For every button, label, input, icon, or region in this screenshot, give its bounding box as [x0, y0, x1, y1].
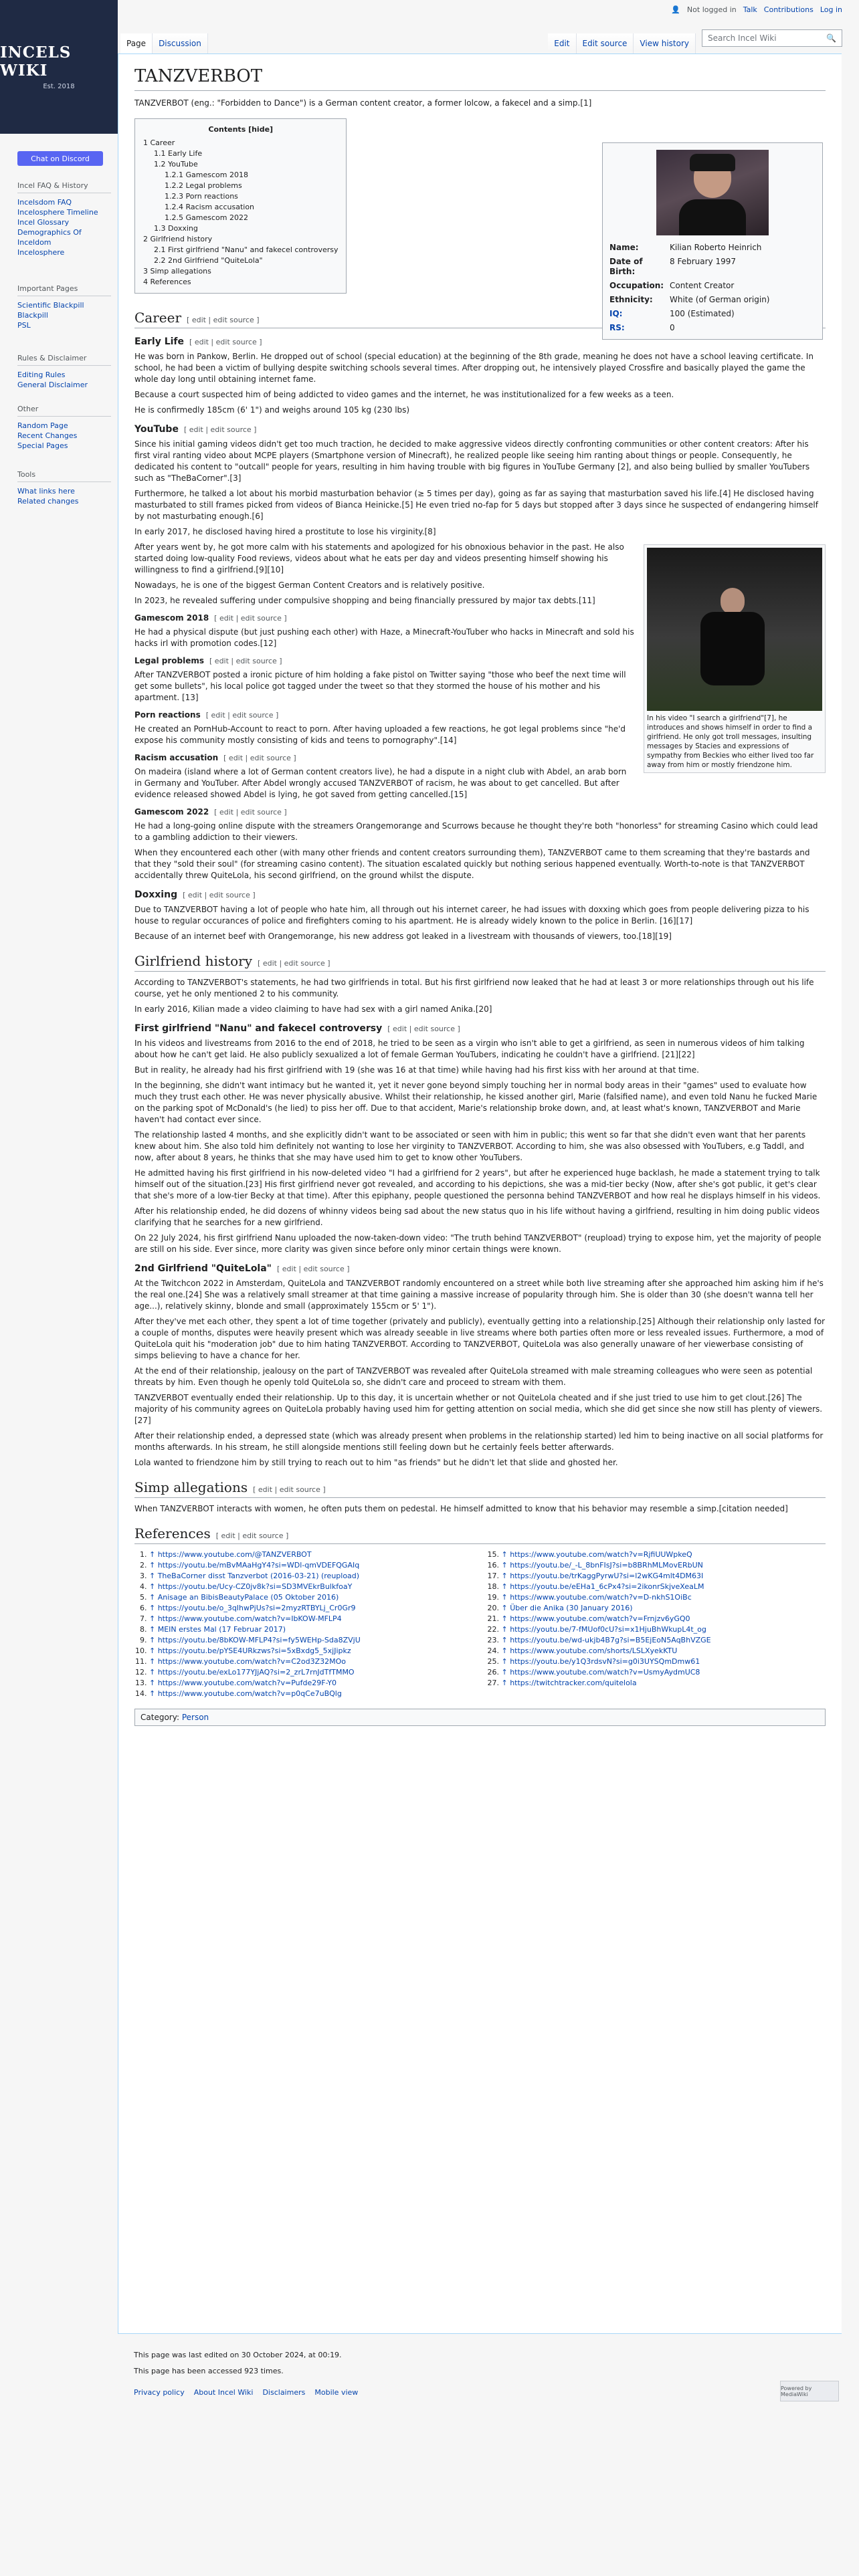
personal-tools: [671, 5, 842, 14]
infobox-row: RS: 0: [609, 323, 675, 332]
paragraph: After TANZVERBOT posted a ironic picture of him holding a fake pistol on Twitter saying "those who beef the next time will get some bullets", his local police got tagged under the tweet so that they stormed the house of his mother and his apartment. [13]: [134, 670, 626, 702]
section-heading-legal: Legal problems [ edit | edit source ]: [134, 656, 282, 665]
sidebar-item-random-page[interactable]: Random Page: [17, 421, 68, 430]
paragraph: He admitted having his first girlfriend in his now-deleted video "I had a girlfriend for 2 years", but after he experienced huge backlash, he made a statement trying to talk himself out of the situation.[23] His first girlfriend never got revealed, and according to his depictions, she was a mid-tier becky (Now, after she's got public, it get's clear that she's more of a low-tier Becky at that time). After this epiphany, people questioned the personna behind TANZVERBOT and how real he displays himself in his videos.: [134, 1168, 821, 1200]
sidebar-item-incelsdom-faq[interactable]: Incelsdom FAQ: [17, 198, 72, 207]
edit-section-link[interactable]: [ edit | edit source ]: [183, 425, 257, 434]
sidebar-item-incelosphere[interactable]: Incelosphere: [17, 248, 65, 257]
view-tabs: [548, 33, 696, 53]
section-heading-gamescom-2022: Gamescom 2022 [ edit | edit source ]: [134, 807, 287, 817]
portal-faq: [17, 181, 111, 257]
section-heading-quitelola: 2nd Girlfriend "QuiteLola" [ edit | edit source ]: [134, 1263, 350, 1274]
paragraph: At the Twitchcon 2022 in Amsterdam, QuiteLola and TANZVERBOT randomly encountered on a street while both live streaming after she approached him asking him if he's the real one.[24] She was a relatively small streamer at that time gaining a massive increase of popularity through him. She is older than 30 (she doesn't wanna tell her age...), relatively skinny, blonde and small (approximately 155cm or 5' 1").: [134, 1279, 824, 1311]
footer-accessed: This page has been accessed 923 times.: [134, 2367, 284, 2375]
sidebar-item-timeline[interactable]: Incelosphere Timeline: [17, 208, 98, 217]
section-heading-youtube: YouTube [ edit | edit source ]: [134, 424, 257, 435]
reference-item[interactable]: 27. ↑ https://twitchtracker.com/quitelola: [502, 1678, 826, 1689]
portal-heading: Incel FAQ & History: [17, 181, 111, 193]
sidebar-item-blackpill[interactable]: Blackpill: [17, 311, 48, 320]
section-heading-early-life: Early Life [ edit | edit source ]: [134, 336, 262, 347]
infobox-row: Name: Kilian Roberto Heinrich: [609, 243, 762, 252]
edit-section-link[interactable]: [ edit | edit source ]: [215, 1531, 289, 1540]
portal-other: [17, 404, 111, 451]
paragraph: After their relationship ended, a depressed state (which was already present when problems in the relationship started) led him to being inactive on all social platforms for months afterwards. In his stream, he still alongside mentions still feeling down but he certainly feels better afterwards.: [134, 1431, 824, 1452]
paragraph: Nowadays, he is one of the biggest German Content Creators and is relatively positive.: [134, 580, 485, 590]
reference-item[interactable]: 14. ↑ https://www.youtube.com/watch?v=p0qCe7uBQlg: [149, 1689, 474, 1699]
paragraph: In early 2017, he disclosed having hired a prostitute to lose his virginity.[8]: [134, 527, 436, 536]
sidebar-item-recent-changes[interactable]: Recent Changes: [17, 431, 78, 440]
section-heading-career: Career [ edit | edit source ]: [134, 310, 826, 328]
paragraph: Due to TANZVERBOT having a lot of people who hate him, all through out his internet career, he had issues with doxxing which goes from people delivering pizza to his house to regular occurances of police and firefighters coming to his apartment. He is already widely known to the police in Berlin. [16][17]: [134, 905, 809, 926]
paragraph: He had a physical dispute (but just pushing each other) with Haze, a Minecraft-YouTuber who hacks in Minecraft and sold his hacks irl with promotion codes.[12]: [134, 627, 634, 648]
sidebar-item-special-pages[interactable]: Special Pages: [17, 441, 68, 450]
login-link[interactable]: Log in: [820, 5, 842, 14]
reference-item[interactable]: 4. ↑ https://youtu.be/Ucy-CZ0jv8k?si=SD3MVEkrBulkfoaY: [149, 1582, 474, 1592]
paragraph: Lola wanted to friendzone him by still trying to reach out to him "as friends" but he didn't let that slide and ghosted her.: [134, 1458, 618, 1467]
reference-item[interactable]: 7. ↑ https://www.youtube.com/watch?v=IbKOW-MFLP4: [149, 1614, 474, 1624]
edit-section-link[interactable]: [ edit | edit source ]: [183, 891, 256, 899]
paragraph: In 2023, he revealed suffering under compulsive shopping and being financially pressured by major tax debts.[11]: [134, 596, 595, 605]
namespace-tabs: [120, 33, 208, 53]
references-list: [134, 1549, 826, 1699]
paragraph: At the end of their relationship, jealousy on the part of TANZVERBOT was revealed after QuiteLola streamed with male streaming colleagues who were seen as potential threats by him. Even though he openly told QuiteLola so, she didn't care and proceed to stream with them.: [134, 1366, 813, 1387]
references-column-left: [149, 1549, 474, 1699]
toc-item[interactable]: 4 References: [143, 278, 191, 286]
search-icon[interactable]: 🔍: [826, 33, 836, 43]
category-label: Category:: [140, 1713, 179, 1722]
toc-item[interactable]: 1.2.5 Gamescom 2022: [165, 213, 248, 222]
privacy-link[interactable]: Privacy policy: [134, 2388, 185, 2397]
sidebar-item-what-links-here[interactable]: What links here: [17, 487, 75, 496]
sidebar-item-editing-rules[interactable]: Editing Rules: [17, 370, 66, 379]
section-heading-racism: Racism accusation [ edit | edit source ]: [134, 753, 296, 762]
toc-item[interactable]: 1.2.3 Porn reactions: [165, 192, 238, 201]
table-of-contents: [134, 118, 347, 294]
paragraph: When TANZVERBOT interacts with women, he often puts them on pedestal. He himself admitted to know that his behavior may resemble a simp.[citation needed]: [134, 1504, 788, 1513]
toc-item[interactable]: 1.3 Doxxing: [154, 224, 198, 233]
toc-item[interactable]: 1.1 Early Life: [154, 149, 203, 158]
reference-item[interactable]: 8. ↑ MEIN erstes Mal (17 Februar 2017): [149, 1624, 474, 1635]
user-icon: 👤: [671, 5, 680, 14]
left-sidebar: [0, 0, 118, 2576]
edit-section-link[interactable]: [ edit | edit source ]: [387, 1025, 460, 1033]
paragraph: Furthermore, he talked a lot about his morbid masturbation behavior (≥ 5 times per day), going as far as saying that masturbation saved his life.[4] He disclosed having masturbated to still frames picked from videos of Bianca Heinicke.[5] He even tried no-fap for 5 days but stopped after 3 days since he suspected of endangering himself by not masturbating enough.[6]: [134, 489, 818, 521]
footer-last-edited: This page was last edited on 30 October 2024, at 00:19.: [134, 2351, 342, 2359]
toc-item[interactable]: 1.2.1 Gamescom 2018: [165, 171, 248, 179]
portal-heading: Other: [17, 404, 111, 417]
section-heading-girlfriend-history: Girlfriend history [ edit | edit source ]: [134, 953, 826, 972]
section-heading-references: References [ edit | edit source ]: [134, 1525, 826, 1544]
sidebar-item-psl[interactable]: PSL: [17, 321, 31, 330]
reference-item[interactable]: 19. ↑ https://www.youtube.com/watch?v=D-nkhS1OiBc: [502, 1592, 826, 1603]
category-links: [134, 1709, 826, 1726]
paragraph: Since his initial gaming videos didn't get too much traction, he decided to make aggressive videos directly confronting communities or other content creators: After his first viral ranting video about MCPE players (Smartphone version of Minecraft), he realized people like seeing him ranting about things or people. Consequently, he dedicated his content to "outcall" people for years, resulting in him having trouble with big figures in YouTube Germany [2], and also being bullied by smaller YouTubers such as "TheBaCorner".[3]: [134, 439, 810, 483]
not-logged-in: Not logged in: [686, 5, 737, 14]
edit-section-link[interactable]: [ edit | edit source ]: [205, 711, 279, 720]
references-column-right: [502, 1549, 826, 1699]
tab-discussion[interactable]: Discussion: [153, 33, 208, 53]
tab-page[interactable]: Page: [120, 33, 153, 53]
site-logo[interactable]: [0, 0, 118, 134]
paragraph: In early 2016, Kilian made a video claiming to have had sex with a girl named Anika.[20]: [134, 1004, 492, 1014]
article-content: [118, 53, 842, 2334]
portal-heading: Important Pages: [17, 284, 111, 296]
reference-item[interactable]: 26. ↑ https://www.youtube.com/watch?v=UsmyAydmUC8: [502, 1667, 826, 1678]
mobile-view-link[interactable]: Mobile view: [314, 2388, 359, 2397]
paragraph: He is confirmedly 185cm (6' 1") and weighs around 105 kg (230 lbs): [134, 405, 410, 415]
infobox-table: [607, 241, 818, 335]
paragraph: In his videos and livestreams from 2016 to the end of 2018, he tried to be seen as a virgin who isn't able to get a girlfriend, as seen in numerous videos of him talking about how he can't get laid. He also publicly sexualized a lot of female German YouTubers, indicating he couldn't have a girlfriend. [21][22]: [134, 1039, 805, 1059]
thumbnail-figure: [644, 544, 826, 773]
reference-item[interactable]: 5. ↑ Anisage an BibisBeautyPalace (05 Oktober 2016): [149, 1592, 474, 1603]
reference-item[interactable]: 22. ↑ https://youtu.be/7-fMUof0cU?si=x1HjuBhWkupL4t_og: [502, 1624, 826, 1635]
reference-item[interactable]: 1. ↑ https://www.youtube.com/@TANZVERBOT: [149, 1549, 474, 1560]
toc-item[interactable]: 2.1 First girlfriend "Nanu" and fakecel controversy: [154, 245, 339, 254]
sidebar-item-glossary[interactable]: Incel Glossary: [17, 218, 70, 227]
logo-title: INCELS WIKI: [0, 43, 72, 80]
reference-item[interactable]: 20. ↑ Über die Anika (30 January 2016): [502, 1603, 826, 1614]
edit-section-link[interactable]: [ edit | edit source ]: [189, 338, 262, 346]
sidebar-item-demographics[interactable]: Demographics Of Inceldom: [17, 228, 82, 247]
paragraph: On madeira (island where a lot of German content creators live), he had a dispute in a night club with Abdel, an arab born in Germany and YouTuber. After Abdel wrongly accused TANZVERBOT of racism, he was about to get cancelled. But after evidence released showed Abdel is lying, he got saved from getting cancelled.[15]: [134, 767, 627, 799]
infobox-row: Date of Birth: 8 February 1997: [609, 257, 736, 276]
paragraph: Because of an internet beef with Orangemorange, his new address got leaked in a livestream with thousands of viewers, too.[18][19]: [134, 932, 672, 941]
paragraph: After they've met each other, they spent a lot of time together (privately and publicly), eventually getting into a relationship.[25] Although their relationship only lasted for a couple of months, disputes were heavily present which was already seeable in live streams where both parties often more or less revealed issues. Furthermore, a mod of QuiteLola quit his "moderation job" due to him hating TANZVERBOT. According to TANZVERBOT, QuiteLola was also generally unaware of her viewerbase consisting of simps believing to have a chance for her.: [134, 1317, 826, 1360]
paragraph: According to TANZVERBOT's statements, he had two girlfriends in total. But his first girlfriend now leaked that he had at least 3 or more relationships through out his life course, yet he only mentioned 2 to his community.: [134, 978, 814, 998]
paragraph: But in reality, he already had his first girlfriend with 19 (she was 16 at that time) while having had his first kiss with her around at that time.: [134, 1065, 699, 1075]
category-person-link[interactable]: Person: [181, 1713, 209, 1722]
paragraph: After his relationship ended, he did dozens of whinny videos being sad about the new status quo in his life without having a girlfriend, resulting in him doing public videos clarifying that he searches for a new girlfriend.: [134, 1206, 820, 1227]
tab-history[interactable]: View history: [634, 33, 696, 53]
reference-item[interactable]: 24. ↑ https://www.youtube.com/shorts/LSLXyekKTU: [502, 1646, 826, 1656]
toc-item[interactable]: 1 Career: [143, 138, 175, 147]
infobox-row: Occupation: Content Creator: [609, 281, 735, 290]
lead-paragraph: TANZVERBOT (eng.: "Forbidden to Dance") is a German content creator, a former lolcow, a fakecel and a simp.[1]: [134, 98, 592, 108]
paragraph: Because a court suspected him of being addicted to video games and the internet, he was institutionalized for a few weeks as a teen.: [134, 390, 674, 399]
page-title: TANZVERBOT: [134, 65, 826, 91]
paragraph: He had a long-going online dispute with the streamers Orangemorange and Scurrows because he thought they're both "honorless" for streaming Casino which could lead to a gambling addiction to their viewers.: [134, 821, 818, 842]
infobox-row: IQ: 100 (Estimated): [609, 309, 735, 318]
reference-item[interactable]: 25. ↑ https://youtu.be/y1Q3rdsvN?si=g0i3UYSQmDmw61: [502, 1656, 826, 1667]
footer: [134, 2347, 358, 2401]
toc-item[interactable]: 1.2.4 Racism accusation: [165, 203, 255, 211]
edit-section-link[interactable]: [ edit | edit source ]: [276, 1265, 350, 1273]
reference-item[interactable]: 10. ↑ https://youtu.be/pYSE4URkzws?si=5xBxdg5_5xjJipkz: [149, 1646, 474, 1656]
toc-item[interactable]: 3 Simp allegations: [143, 267, 211, 276]
powered-by-mediawiki-badge[interactable]: Powered by MediaWiki: [780, 2381, 839, 2401]
portal-rules: [17, 353, 111, 390]
about-link[interactable]: About Incel Wiki: [193, 2388, 254, 2397]
portal-important: [17, 284, 111, 330]
portal-heading: Rules & Disclaimer: [17, 353, 111, 366]
infobox-row: Ethnicity: White (of German origin): [609, 295, 770, 304]
edit-section-link[interactable]: [ edit | edit source ]: [214, 614, 287, 623]
edit-section-link[interactable]: [ edit | edit source ]: [214, 808, 287, 817]
sidebar-item-disclaimer[interactable]: General Disclaimer: [17, 381, 88, 389]
reference-item[interactable]: 23. ↑ https://youtu.be/wd-ukjb4B7g?si=B5EjEoN5AqBhVZGE: [502, 1635, 826, 1646]
paragraph: He was born in Pankow, Berlin. He dropped out of school (special education) at the beginning of the 8th grade, meaning he does not have a school leaving certificate. In school, he had been a victim of bullying despite switching schools several times. After dropping out, he intensively played Crossfire and basically played the game the whole day long until obtaining internet fame.: [134, 352, 814, 384]
toc-title: Contents [hide]: [208, 125, 274, 134]
section-heading-simp: Simp allegations [ edit | edit source ]: [134, 1479, 826, 1498]
edit-section-link[interactable]: [ edit | edit source ]: [253, 1485, 326, 1494]
infobox: [602, 142, 823, 340]
talk-link[interactable]: Talk: [743, 5, 757, 14]
toc-item[interactable]: 1.2 YouTube: [154, 160, 198, 169]
search-input[interactable]: Search Incel Wiki 🔍: [702, 29, 842, 47]
section-heading-porn: Porn reactions [ edit | edit source ]: [134, 710, 279, 720]
reference-item[interactable]: 16. ↑ https://youtu.be/_-L_8bnFIsJ?si=b8BRhMLMovERbUN: [502, 1560, 826, 1571]
header: [118, 0, 859, 53]
portal-tools: [17, 469, 111, 506]
paragraph: After years went by, he got more calm with his statements and apologized for his obnoxious behavior in the past. He also started doing low-quality Food reviews, videos about what he eats per day and videos presenting himself showing his willingness to find a girlfriend.[9][10]: [134, 542, 624, 574]
toc-item[interactable]: 2.2 2nd Girlfriend "QuiteLola": [154, 256, 263, 265]
section-heading-doxxing: Doxxing [ edit | edit source ]: [134, 889, 256, 900]
thumbnail-image[interactable]: [647, 548, 822, 711]
reference-item[interactable]: 18. ↑ https://youtu.be/eEHa1_6cPx4?si=2ikonrSkjveXeaLM: [502, 1582, 826, 1592]
sidebar-item-related-changes[interactable]: Related changes: [17, 497, 79, 506]
reference-item[interactable]: 17. ↑ https://youtu.be/trKaggPyrwU?si=l2wKG4mlt4DM63I: [502, 1571, 826, 1582]
reference-item[interactable]: 2. ↑ https://youtu.be/mBvMAaHgY4?si=WDl-qmVDEFQGAIq: [149, 1560, 474, 1571]
reference-item[interactable]: 21. ↑ https://www.youtube.com/watch?v=Frnjzv6yGQ0: [502, 1614, 826, 1624]
tab-edit[interactable]: Edit: [548, 33, 576, 53]
paragraph: He created an PornHub-Account to react to porn. After having uploaded a few reactions, he got legal problems since "he'd expose his community mostly consisting of kids and teens to pornography".[14]: [134, 724, 626, 745]
reference-item[interactable]: 15. ↑ https://www.youtube.com/watch?v=RjfiUUWpkeQ: [502, 1549, 826, 1560]
reference-item[interactable]: 3. ↑ TheBaCorner disst Tanzverbot (2016-03-21) (reupload): [149, 1571, 474, 1582]
portal-heading: Tools: [17, 469, 111, 482]
logo-subtitle: Est. 2018: [43, 83, 75, 90]
edit-section-link[interactable]: [ edit | edit source ]: [223, 754, 296, 762]
paragraph: TANZVERBOT eventually ended their relationship. Up to this day, it is uncertain whether or not QuiteLola cheated and if she just tried to use him to get clout.[26] The majority of his community agrees on QuiteLola probably having used him for getting attention on social media, which she did get since she now still has plenty of viewers. [27]: [134, 1393, 823, 1425]
edit-section-link[interactable]: [ edit | edit source ]: [209, 657, 282, 665]
tab-edit-source[interactable]: Edit source: [577, 33, 634, 53]
paragraph: In the beginning, she didn't want intimacy but he wanted it, yet it never gone beyond simply touching her in normal body areas in their "games" used to evaluate how much they trust each other. He was never physically abusive. Whilst their relationship, he kissed another girl, Marie (falsified name), and even told Nanu he fucked Marie on the parking spot of McDonald's (he lied) to piss her off. Due to that accident, Marie's relationship broke down, and, at least what's known, TANZVERBOT and Marie haven't had contact ever since.: [134, 1081, 818, 1124]
paragraph: On 22 July 2024, his first girlfriend Nanu uploaded the now-taken-down video: "The truth behind TANZVERBOT" (reupload) trying to expose him, yet the majority of people are still on his side. Ever since, more clarity was given since before only minor certain things were known.: [134, 1233, 822, 1254]
paragraph: The relationship lasted 4 months, and she explicitly didn't want to be associated or seen with him in public; this went so far that she didn't even want that her parents knew about him. She also told him definitely not wanting to lose her virginity to TANZVERBOT. According to him, she was also obsessed with YouTubers, e.g Taddl, and now, after about 8 years, he thinks that she may have used him to get to know other YouTubers.: [134, 1130, 806, 1162]
toc-item[interactable]: 2 Girlfriend history: [143, 235, 213, 243]
section-heading-nanu: First girlfriend "Nanu" and fakecel controversy [ edit | edit source ]: [134, 1023, 460, 1034]
paragraph: When they encountered each other (with many other friends and content creators surrounding them), TANZVERBOT came to them screaming that they're bastards and that they "sold their soul" (for streaming casino content). The situation escalated quickly but nothing serious happened eventually. Worth-to-note is that TANZVERBOT accidentally threw QuiteLola, his second girlfriend, on the ground whilst the dispute.: [134, 848, 810, 880]
disclaimers-link[interactable]: Disclaimers: [262, 2388, 306, 2397]
sidebar-item-scientific-blackpill[interactable]: Scientific Blackpill: [17, 301, 84, 310]
section-heading-gamescom-2018: Gamescom 2018 [ edit | edit source ]: [134, 613, 287, 623]
contributions-link[interactable]: Contributions: [763, 5, 814, 14]
infobox-photo[interactable]: [656, 150, 769, 235]
toc-item[interactable]: 1.2.2 Legal problems: [165, 181, 242, 190]
reference-item[interactable]: 9. ↑ https://youtu.be/8bKOW-MFLP4?si=fy5WEHp-Sda8ZVjU: [149, 1635, 474, 1646]
thumbnail-caption: In his video "I search a girlfriend"[7], he introduces and shows himself in order to find a girlfriend. He only got troll messages, insulting messages by Stacies and expressions of sympathy from Beckies who either lived too far away from him or mostly friendzone him.: [647, 714, 814, 769]
discord-button[interactable]: Chat on Discord: [17, 151, 103, 166]
footer-links: [134, 2385, 358, 2401]
reference-item[interactable]: 6. ↑ https://youtu.be/o_3qIhwPjUs?si=2myzRTBYLj_Cr0Gr9: [149, 1603, 474, 1614]
reference-item[interactable]: 11. ↑ https://www.youtube.com/watch?v=C2od3Z32MOo: [149, 1656, 474, 1667]
edit-section-link[interactable]: [ edit | edit source ]: [258, 959, 330, 968]
reference-item[interactable]: 12. ↑ https://youtu.be/exLo177YJjAQ?si=2_zrL7rnJdTfTMMO: [149, 1667, 474, 1678]
reference-item[interactable]: 13. ↑ https://www.youtube.com/watch?v=Pufde29F-Y0: [149, 1678, 474, 1689]
edit-section-link[interactable]: [ edit | edit source ]: [187, 316, 260, 324]
